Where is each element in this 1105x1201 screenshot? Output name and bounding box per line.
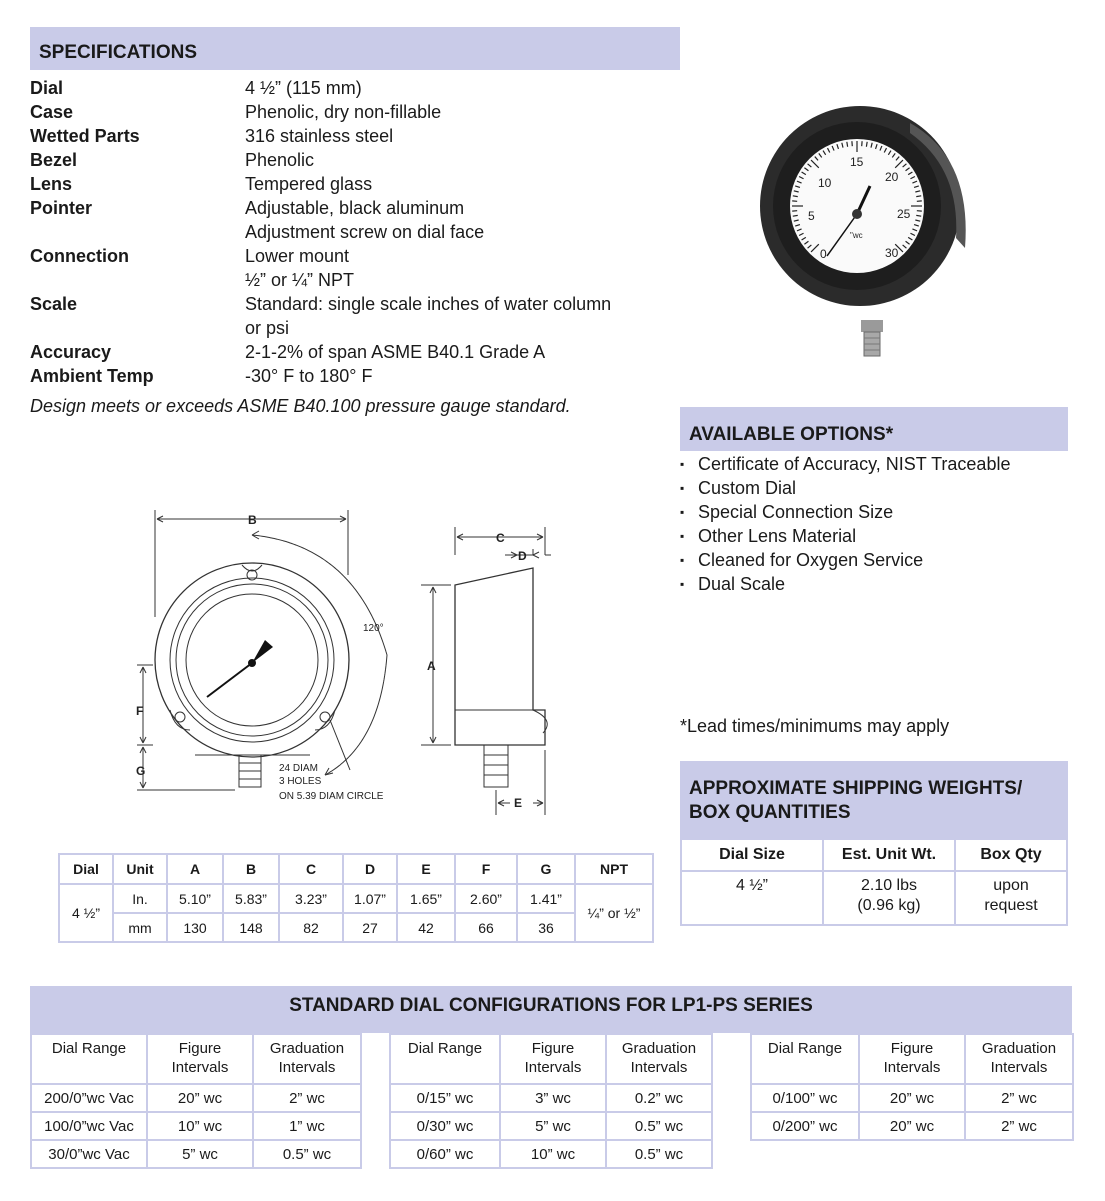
table-header: Est. Unit Wt. [823,839,955,871]
option-text: Special Connection Size [698,502,894,522]
bullet-icon: ▪ [680,553,685,567]
holes-note-line-3: ON 5.39 DIAM CIRCLE [279,791,384,802]
table-cell: 100/0”wc Vac [31,1112,147,1140]
table-row [390,1084,712,1112]
options-heading [680,407,1068,451]
table-cell: 2” wc [253,1084,361,1112]
header-text: Intervals [171,1059,229,1076]
spec-value: ½” or ¼” NPT [245,270,355,290]
table-cell: 0.5” wc [606,1140,712,1168]
table-cell: 20” wc [147,1084,253,1112]
spec-row [30,292,680,316]
header-text: Figure [531,1040,575,1057]
dial-size-cell: 4 ½” [681,871,823,925]
spec-row [30,244,680,268]
table-cell: 0/60” wc [390,1140,500,1168]
gauge-tick-label: 15 [850,155,864,169]
gauge-tick-label: 10 [818,176,832,190]
spec-value: Lower mount [245,246,350,266]
spec-value: Phenolic, dry non-fillable [245,102,442,122]
dimensions-table [58,853,654,943]
spec-value: Phenolic [245,150,315,170]
table-header [751,1034,859,1084]
table-cell: 0.2” wc [606,1084,712,1112]
table-header-row [390,1034,712,1084]
bullet-icon: ▪ [680,457,685,471]
spec-label: Scale [30,294,78,314]
table-cell: 2” wc [965,1084,1073,1112]
spec-row [30,172,680,196]
table-cell: 0/200” wc [751,1112,859,1140]
table-header: F [455,854,517,884]
configurations-heading [30,986,1072,1033]
table-header: NPT [575,854,653,884]
table-cell: 1.41” [517,884,575,913]
configurations-heading-text: STANDARD DIAL CONFIGURATIONS FOR LP1-PS SERIES [289,995,813,1016]
table-row [681,871,1067,925]
option-text: Certificate of Accuracy, NIST Traceable [698,454,1011,474]
table-cell: 0/100” wc [751,1084,859,1112]
list-item [680,500,1010,524]
shipping-heading-line-2: BOX QUANTITIES [689,802,851,823]
table-header: Dial Size [681,839,823,871]
table-row [31,1084,361,1112]
table-cell: 5.10” [167,884,223,913]
table-row [751,1084,1073,1112]
gauge-tick-label: 5 [808,209,815,223]
unit-cell: mm [113,913,167,942]
table-cell: 1” wc [253,1112,361,1140]
table-cell: 42 [397,913,455,942]
configurations-table-2 [389,1033,713,1169]
table-header [965,1034,1073,1084]
specifications-heading-text: SPECIFICATIONS [39,42,197,63]
table-cell: 30/0”wc Vac [31,1140,147,1168]
table-header: Dial [59,854,113,884]
spec-label [30,316,245,340]
spec-value: Adjustment screw on dial face [245,222,485,242]
pressure-gauge-photo [760,88,980,363]
table-cell: 1.65” [397,884,455,913]
spec-value: -30° F to 180° F [245,366,373,386]
angle-label: 120° [363,623,384,634]
dial-cell: 4 ½” [59,884,113,942]
dimension-label-b: B [248,513,257,527]
header-text: Intervals [630,1059,688,1076]
table-header: E [397,854,455,884]
table-header [500,1034,606,1084]
table-cell: 2.60” [455,884,517,913]
spec-label: Pointer [30,198,93,218]
spec-label: Connection [30,246,129,266]
option-text: Dual Scale [698,574,786,594]
spec-row [30,124,680,148]
weight-line-1: 2.10 lbs [860,877,918,894]
spec-label: Case [30,102,74,122]
options-list [680,452,1010,596]
options-note: *Lead times/minimums may apply [680,716,950,736]
table-cell: 5” wc [500,1112,606,1140]
table-cell: 20” wc [859,1084,965,1112]
spec-value: Adjustable, black aluminum [245,198,465,218]
table-cell: 10” wc [147,1112,253,1140]
npt-cell: ¼” or ½” [575,884,653,942]
spec-row [30,364,680,388]
table-cell: 3.23” [279,884,343,913]
configurations-table-3 [750,1033,1074,1141]
gauge-tick-label: 20 [885,170,899,184]
gauge-tick-mark [916,196,921,197]
option-text: Other Lens Material [698,526,857,546]
spec-value: Tempered glass [245,174,373,194]
dimension-label-g: G [136,764,146,778]
table-cell: 1.07” [343,884,397,913]
table-cell: 82 [279,913,343,942]
spec-label: Wetted Parts [30,126,140,146]
table-header-row [751,1034,1073,1084]
gauge-tick-mark [793,215,798,216]
table-cell: 0.5” wc [253,1140,361,1168]
table-cell: 200/0”wc Vac [31,1084,147,1112]
table-header: A [167,854,223,884]
table-cell: 0/30” wc [390,1112,500,1140]
header-text: Figure [890,1040,934,1057]
list-item [680,572,1010,596]
box-qty-line-1: upon [993,877,1029,894]
gauge-tick-label: 0 [820,247,827,261]
specifications-list [30,76,680,388]
header-text: Dial Range [51,1040,127,1057]
header-text: Intervals [524,1059,582,1076]
specifications-note: Design meets or exceeds ASME B40.100 pressure gauge standard. [30,396,571,416]
table-row [390,1112,712,1140]
bullet-icon: ▪ [680,481,685,495]
spec-value: or psi [245,318,290,338]
spec-row [30,220,680,244]
table-header [31,1034,147,1084]
header-text: Intervals [278,1059,336,1076]
table-header [606,1034,712,1084]
specifications-heading [30,27,680,70]
unit-cell: In. [113,884,167,913]
gauge-tick-mark [866,142,867,147]
dimension-label-f: F [136,704,144,718]
spec-label [30,220,245,244]
shipping-heading-line-1: APPROXIMATE SHIPPING WEIGHTS/ [689,778,1023,799]
table-header [253,1034,361,1084]
configurations-table-1 [30,1033,362,1169]
holes-note-line-1: 24 DIAM [279,763,318,774]
header-text: Graduation [621,1040,697,1057]
gauge-tick-mark [916,215,921,216]
table-row [31,1140,361,1168]
spec-value: Standard: single scale inches of water column [245,294,612,314]
spec-label: Ambient Temp [30,366,154,386]
table-cell: 27 [343,913,397,942]
shipping-table [680,838,1068,926]
box-qty-line-2: request [984,897,1038,914]
dimension-label-a: A [427,659,436,673]
table-cell: 148 [223,913,279,942]
spec-row [30,100,680,124]
table-cell: 130 [167,913,223,942]
header-text: Intervals [990,1059,1048,1076]
table-cell: 0.5” wc [606,1112,712,1140]
table-header-row [59,854,653,884]
table-cell: 36 [517,913,575,942]
table-cell: 2” wc [965,1112,1073,1140]
bullet-icon: ▪ [680,577,685,591]
header-text: Intervals [883,1059,941,1076]
gauge-tick-label: 25 [897,207,911,221]
table-cell: 0/15” wc [390,1084,500,1112]
header-text: Dial Range [767,1040,843,1057]
option-text: Custom Dial [698,478,797,498]
gauge-tick-label: 30 [885,246,899,260]
bullet-icon: ▪ [680,529,685,543]
table-row [751,1112,1073,1140]
table-cell: 5” wc [147,1140,253,1168]
shipping-heading [680,761,1068,838]
table-cell: 66 [455,913,517,942]
spec-value: 316 stainless steel [245,126,394,146]
table-header-row [681,839,1067,871]
dimension-label-d: D [518,549,527,563]
table-row [59,884,653,913]
table-header [390,1034,500,1084]
gauge-tick-mark [847,142,848,147]
box-qty-cell [955,871,1067,925]
weight-cell [823,871,955,925]
spec-row [30,148,680,172]
spec-row [30,76,680,100]
header-text: Dial Range [407,1040,483,1057]
table-header: C [279,854,343,884]
gauge-unit-label: "wc [850,231,863,240]
options-heading-text: AVAILABLE OPTIONS* [689,424,894,445]
spec-label: Lens [30,174,73,194]
table-cell: 5.83” [223,884,279,913]
holes-note-line-2: 3 HOLES [279,776,322,787]
spec-row [30,196,680,220]
spec-label: Accuracy [30,342,112,362]
option-text: Cleaned for Oxygen Service [698,550,924,570]
table-cell: 3” wc [500,1084,606,1112]
table-cell: 20” wc [859,1112,965,1140]
spec-label: Bezel [30,150,78,170]
spec-row [30,316,680,340]
table-row [31,1112,361,1140]
spec-value: 2-1-2% of span ASME B40.1 Grade A [245,342,546,362]
table-header: D [343,854,397,884]
header-text: Graduation [269,1040,345,1057]
header-text: Figure [178,1040,222,1057]
table-header: Unit [113,854,167,884]
bullet-icon: ▪ [680,505,685,519]
spec-value: 4 ½” (115 mm) [245,78,362,98]
list-item [680,524,1010,548]
weight-line-2: (0.96 kg) [857,897,921,914]
spec-label [30,268,245,292]
table-row [390,1140,712,1168]
spec-row [30,340,680,364]
gauge-tick-mark [793,196,798,197]
list-item [680,548,1010,572]
table-header [147,1034,253,1084]
list-item [680,476,1010,500]
table-cell: 10” wc [500,1140,606,1168]
header-text: Graduation [981,1040,1057,1057]
table-header-row [31,1034,361,1084]
dimension-label-e: E [514,796,523,810]
table-row [59,913,653,942]
table-header: Box Qty [955,839,1067,871]
spec-label: Dial [30,78,64,98]
spec-row [30,268,680,292]
list-item [680,452,1010,476]
table-header: B [223,854,279,884]
dimension-drawing [125,505,565,820]
table-header [859,1034,965,1084]
table-header: G [517,854,575,884]
dimension-label-c: C [496,531,505,545]
